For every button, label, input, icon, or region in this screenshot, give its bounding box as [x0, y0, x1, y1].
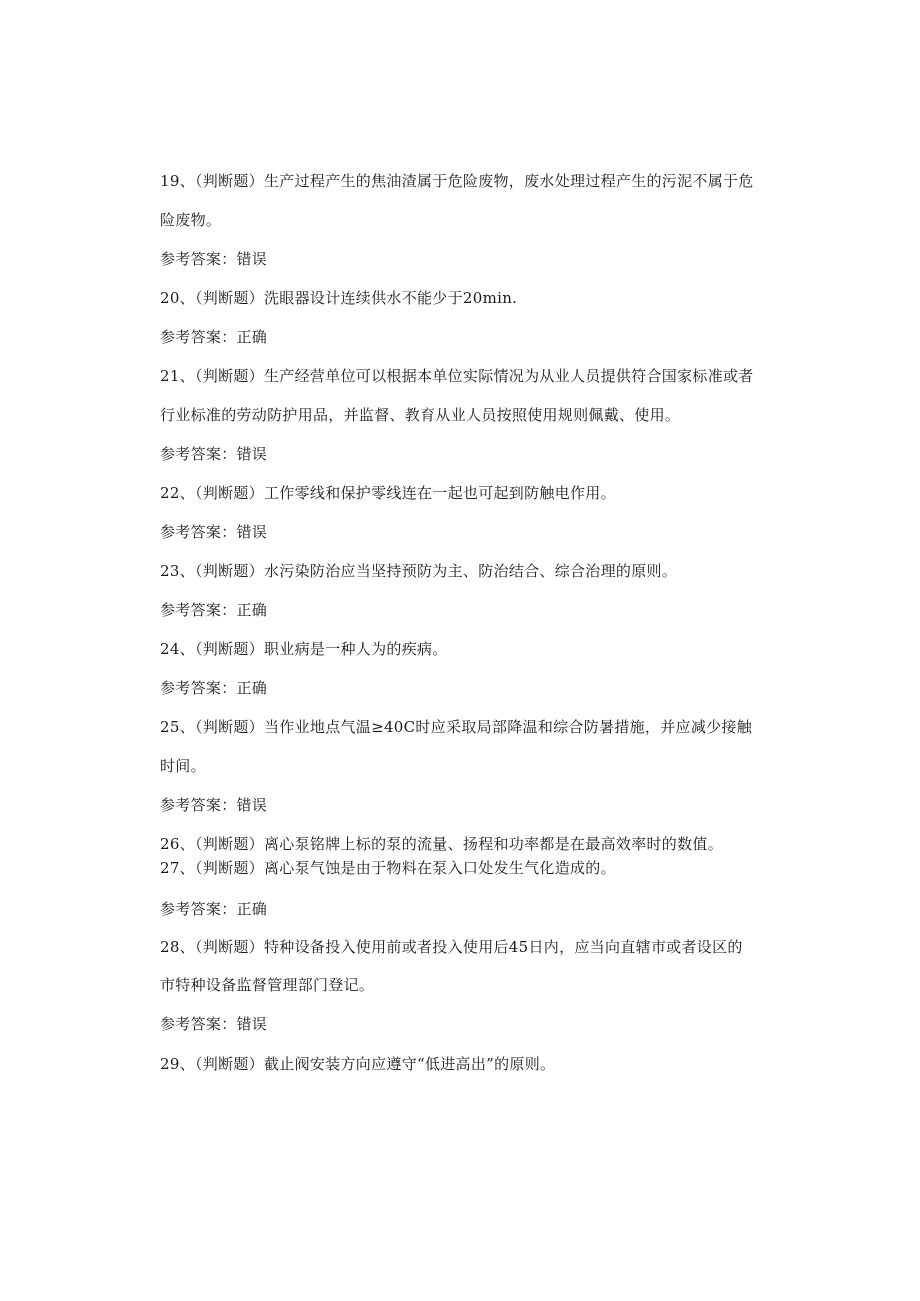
answer-20: 参考答案：正确	[160, 328, 268, 346]
question-25-line-2: 时间。	[160, 757, 206, 775]
question-26-line-1: 26、（判断题）离心泵铭牌上标的泵的流量、扬程和功率都是在最高效率时的数值。	[160, 835, 723, 853]
question-22-line-1: 22、（判断题）工作零线和保护零线连在一起也可起到防触电作用。	[160, 484, 616, 502]
answer-23: 参考答案：正确	[160, 601, 268, 619]
answer-22: 参考答案：错误	[160, 523, 268, 541]
question-27-line-1: 27、（判断题）离心泵气蚀是由于物料在泵入口处发生气化造成的。	[160, 859, 616, 877]
question-28-line-2: 市特种设备监督管理部门登记。	[160, 976, 375, 994]
question-25-line-1: 25、（判断题）当作业地点气温≥40C时应采取局部降温和综合防暑措施，并应减少接触	[160, 718, 753, 736]
question-23-line-1: 23、（判断题）水污染防治应当坚持预防为主、防治结合、综合治理的原则。	[160, 562, 678, 580]
question-24-line-1: 24、（判断题）职业病是一种人为的疾病。	[160, 640, 448, 658]
question-19-line-2: 险废物。	[160, 211, 222, 229]
question-29-line-1: 29、（判断题）截止阀安装方向应遵守“低进高出”的原则。	[160, 1055, 556, 1073]
question-19-line-1: 19、（判断题）生产过程产生的焦油渣属于危险废物，废水处理过程产生的污泥不属于危	[160, 172, 754, 190]
question-20-line-1: 20、（判断题）洗眼器设计连续供水不能少于20min.	[160, 289, 518, 307]
question-28-line-1: 28、（判断题）特种设备投入使用前或者投入使用后45日内，应当向直辖市或者设区的	[160, 938, 743, 956]
answer-25: 参考答案：错误	[160, 796, 268, 814]
answer-24: 参考答案：正确	[160, 679, 268, 697]
answer-21: 参考答案：错误	[160, 445, 268, 463]
answer-27: 参考答案：正确	[160, 900, 268, 918]
answer-28: 参考答案：错误	[160, 1015, 268, 1033]
answer-19: 参考答案：错误	[160, 250, 268, 268]
question-21-line-2: 行业标准的劳动防护用品，并监督、教育从业人员按照使用规则佩戴、使用。	[160, 406, 681, 424]
question-21-line-1: 21、（判断题）生产经营单位可以根据本单位实际情况为从业人员提供符合国家标准或者	[160, 367, 754, 385]
